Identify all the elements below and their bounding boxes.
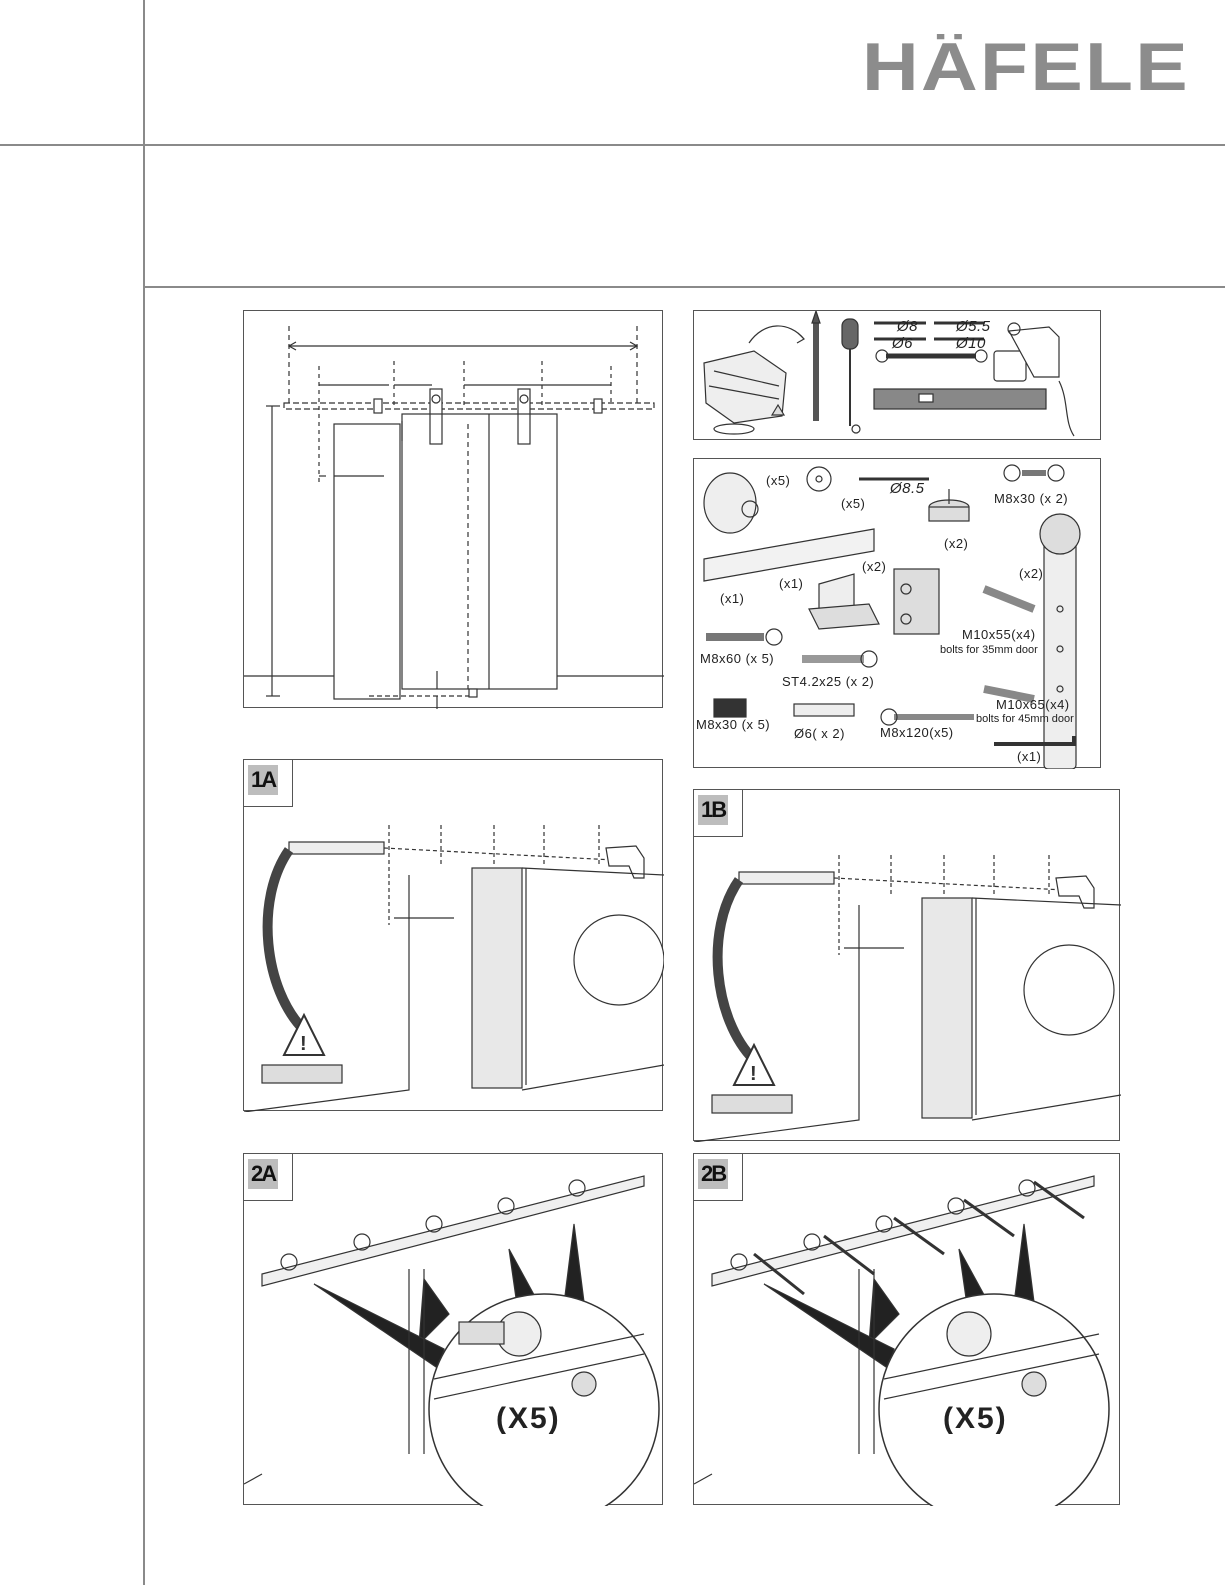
stopper-qty: (x5) <box>766 473 791 488</box>
bolt-m8x60-label: M8x60 (x 5) <box>700 651 775 666</box>
drill-size-8: Ø8 <box>897 318 919 335</box>
step-2b-panel <box>693 1153 1120 1505</box>
bolt-m10x65-note: bolts for 45mm door <box>976 713 1074 725</box>
roller-qty: (x2) <box>1019 566 1044 581</box>
left-margin-rule <box>143 0 145 1585</box>
bumper-qty: (x2) <box>944 536 969 551</box>
drill-bit-label: Ø8.5 <box>890 480 925 497</box>
bolt-m8x120-label: M8x120(x5) <box>880 725 954 740</box>
washer-qty: (x5) <box>841 496 866 511</box>
step-1b-panel <box>693 789 1120 1141</box>
drill-size-10: Ø10 <box>956 335 986 352</box>
guide-qty: (x1) <box>779 576 804 591</box>
drill-size-5-5: Ø5.5 <box>956 318 991 335</box>
step-1a-number: 1A <box>248 765 278 795</box>
step-1a-panel <box>243 759 663 1111</box>
spacer-m8x30-label: M8x30 (x 5) <box>696 717 771 732</box>
logo-text: HÄFELE <box>862 34 1190 94</box>
step-2a-number: 2A <box>248 1159 278 1189</box>
step-2b-number: 2B <box>698 1159 728 1189</box>
overview-dimension-diagram <box>243 310 663 708</box>
step-2b-repeat-count: (X5) <box>943 1402 1008 1435</box>
hex-key-qty: (x1) <box>1017 749 1042 764</box>
hafele-logo <box>862 34 1192 94</box>
required-tools-panel <box>693 310 1101 440</box>
header-rule-bottom <box>143 286 1225 288</box>
drill-size-6: Ø6 <box>892 335 914 352</box>
dowel-label: Ø6( x 2) <box>794 726 845 741</box>
header-rule-top <box>0 144 1225 146</box>
parts-list-panel <box>693 458 1101 768</box>
screw-st42-label: ST4.2x25 (x 2) <box>782 674 875 689</box>
step-2a-repeat-count: (X5) <box>496 1402 561 1435</box>
bolt-m10x55-note: bolts for 35mm door <box>940 644 1038 656</box>
step-2a-panel <box>243 1153 663 1505</box>
step-1b-number: 1B <box>698 795 728 825</box>
bolt-m10x55-label: M10x55(x4) <box>962 627 1036 642</box>
rail-qty: (x1) <box>720 591 745 606</box>
bolt-m10x65-label: M10x65(x4) <box>996 697 1070 712</box>
svg-text:!: ! <box>750 1063 757 1085</box>
svg-text:!: ! <box>300 1033 307 1055</box>
bolt-m8x30-2-label: M8x30 (x 2) <box>994 491 1069 506</box>
anti-jump-qty: (x2) <box>862 559 887 574</box>
